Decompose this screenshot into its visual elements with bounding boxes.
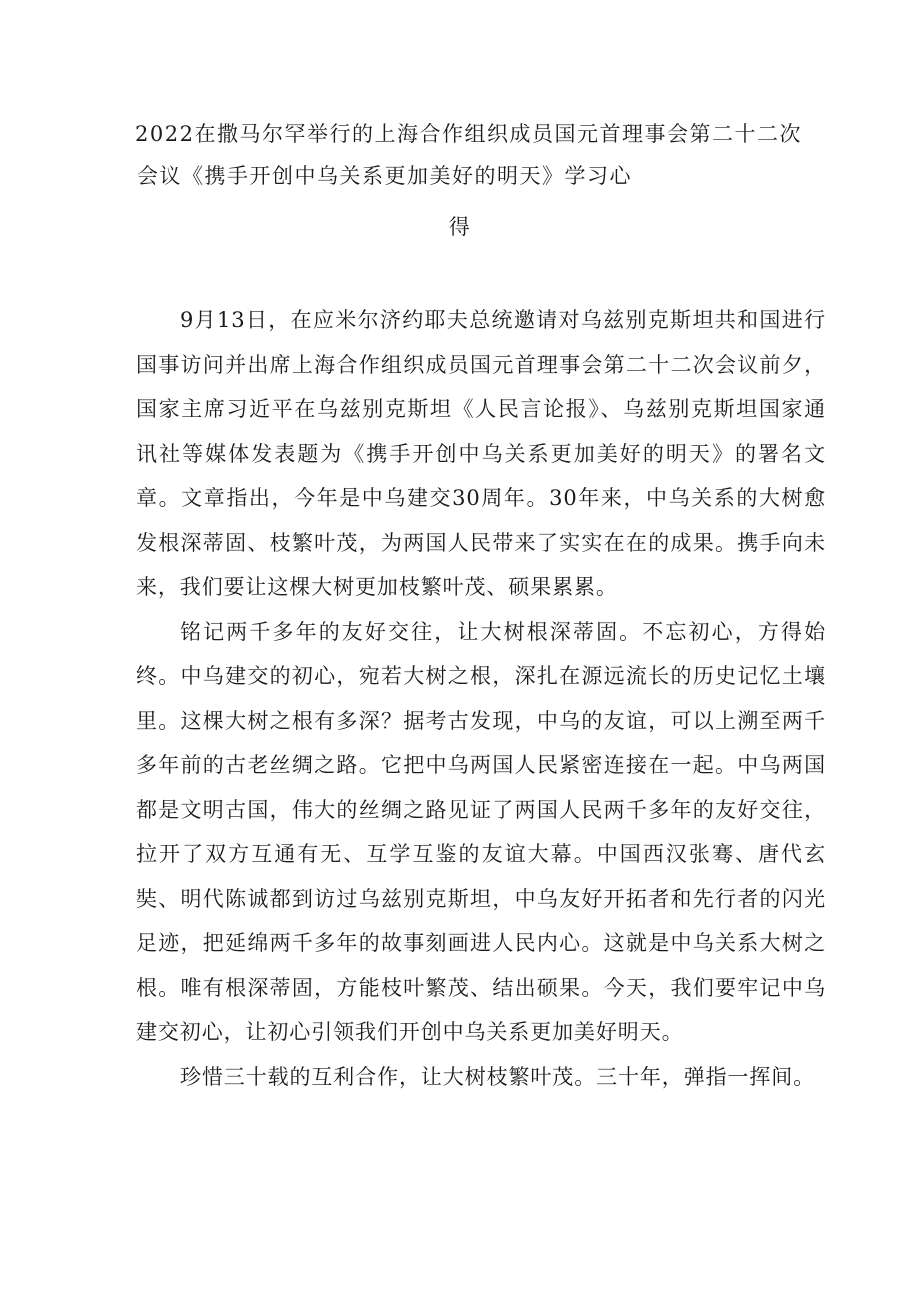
paragraph-1: 9月13日，在应米尔济约耶夫总统邀请对乌兹别克斯坦共和国进行国事访问并出席上海合作组织成员国元首理事会第二十二次会议前夕，国家主席习近平在乌兹别克斯坦《人民言论报》、乌兹别克斯坦国家通讯社等媒体发表题为《携手开创中乌关系更加美好的明天》的署名文章。文章指出，今年是中乌建交30周年。30年来，中乌关系的大树愈发根深蒂固、枝繁叶茂，为两国人民带来了实实在在的成果。携手向未来，我们要让这棵大树更加枝繁叶茂、硕果累累。 bbox=[136, 308, 826, 599]
title-line-1: 2022在撒马尔罕举行的上海合作组织成员国元首理事会第二十二次 bbox=[135, 122, 802, 146]
article-body bbox=[136, 298, 826, 1099]
paragraph-2: 铭记两千多年的友好交往，让大树根深蒂固。不忘初心，方得始终。中乌建交的初心，宛若大树之根，深扎在源远流长的历史记忆土壤里。这棵大树之根有多深？据考古发现，中乌的友谊，可以上溯至两千多年前的古老丝绸之路。它把中乌两国人民紧密连接在一起。中乌两国都是文明古国，伟大的丝绸之路见证了两国人民两千多年的友好交往，拉开了双方互通有无、互学互鉴的友谊大幕。中国西汉张骞、唐代玄奘、明代陈诚都到访过乌兹别克斯坦，中乌友好开拓者和先行者的闪光足迹，把延绵两千多年的故事刻画进人民内心。这就是中乌关系大树之根。唯有根深蒂固，方能枝叶繁茂、结出硕果。今天，我们要牢记中乌建交初心，让初心引领我们开创中乌关系更加美好明天。 bbox=[136, 619, 826, 1044]
title-line-3: 得 bbox=[448, 215, 472, 239]
title-line-2: 会议《携手开创中乌关系更加美好的明天》学习心 bbox=[137, 164, 632, 188]
paragraph-3: 珍惜三十载的互利合作，让大树枝繁叶茂。三十年，弹指一挥间。 bbox=[180, 1064, 816, 1089]
